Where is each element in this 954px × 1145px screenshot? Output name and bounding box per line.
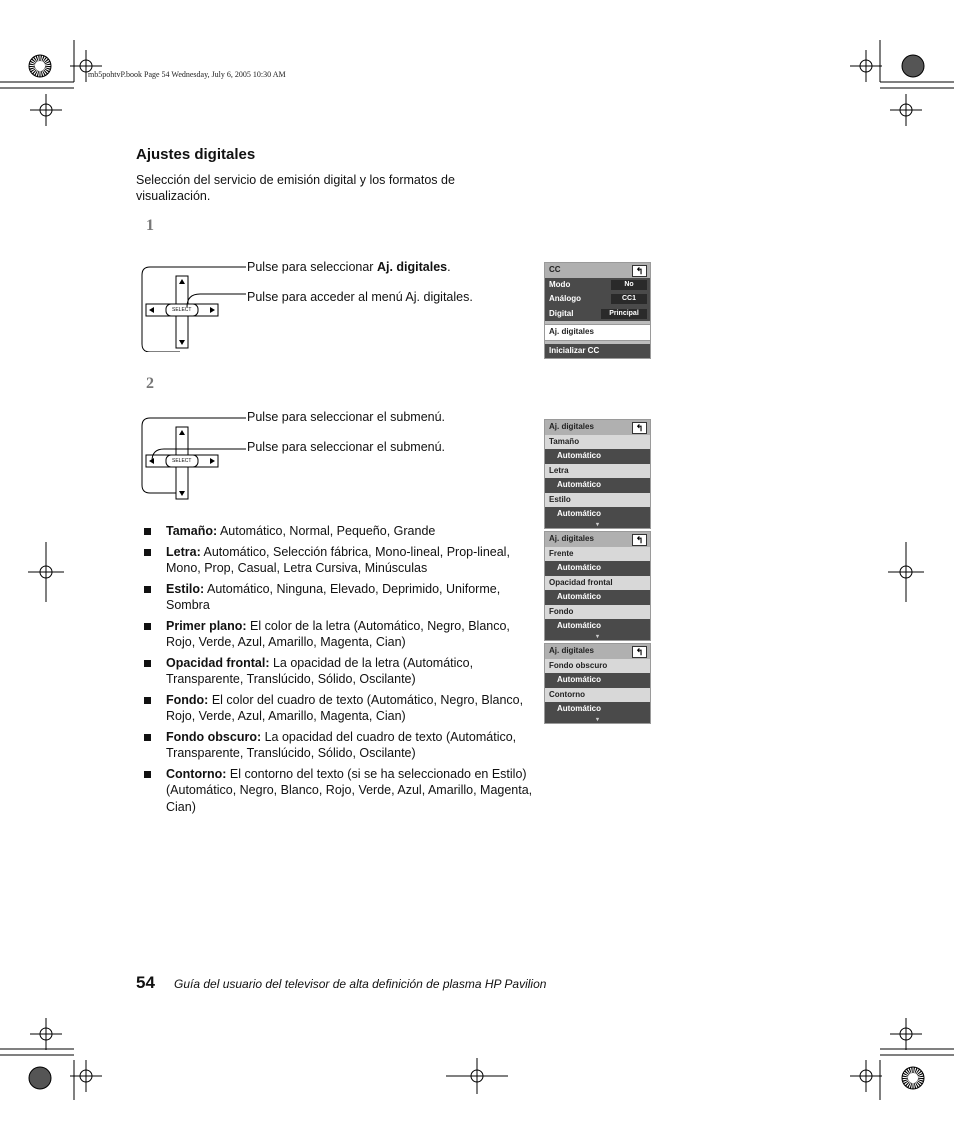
square-bullet-icon bbox=[144, 549, 151, 556]
cc-menu-row-digital[interactable]: Digital Principal bbox=[545, 307, 650, 322]
step-2-callout-a: Pulse para seleccionar el submenú. bbox=[247, 410, 446, 424]
menu-header: Aj. digitales ↰ bbox=[545, 532, 650, 547]
step-2-callout-b: Pulse para seleccionar el submenú. bbox=[247, 440, 446, 454]
section-intro: Selección del servicio de emisión digital y los formatos de visualización. bbox=[136, 173, 455, 203]
back-arrow-icon[interactable]: ↰ bbox=[632, 534, 647, 546]
scroll-down-icon[interactable]: ▾ bbox=[545, 634, 650, 640]
square-bullet-icon bbox=[144, 697, 151, 704]
menu-value[interactable]: Automático bbox=[545, 561, 650, 576]
menu-value[interactable]: Automático bbox=[545, 507, 650, 522]
menu-item-tamano[interactable]: Tamaño bbox=[545, 435, 650, 450]
list-item: Primer plano: El color de la letra (Automático, Negro, Blanco, Rojo, Verde, Azul, Amarillo, Magenta, Cian) bbox=[144, 618, 534, 651]
cc-menu-header: CC ↰ bbox=[545, 263, 650, 278]
cc-menu-row-modo[interactable]: Modo No bbox=[545, 278, 650, 293]
list-item: Letra: Automático, Selección fábrica, Mono-lineal, Prop-lineal, Mono, Prop, Casual, Letra Cursiva, Minúsculas bbox=[144, 544, 534, 577]
scroll-down-icon[interactable]: ▾ bbox=[545, 522, 650, 528]
menu-value[interactable]: Automático bbox=[545, 702, 650, 717]
menu-item-fondo-obscuro[interactable]: Fondo obscuro bbox=[545, 659, 650, 674]
menu-item-estilo[interactable]: Estilo bbox=[545, 493, 650, 508]
list-item: Estilo: Automático, Ninguna, Elevado, Deprimido, Uniforme, Sombra bbox=[144, 581, 534, 614]
menu-item-fondo[interactable]: Fondo bbox=[545, 605, 650, 620]
menu-item-contorno[interactable]: Contorno bbox=[545, 688, 650, 703]
square-bullet-icon bbox=[144, 771, 151, 778]
square-bullet-icon bbox=[144, 734, 151, 741]
book-header-line: mb5pohtvP.book Page 54 Wednesday, July 6, 2005 10:30 AM bbox=[88, 70, 286, 79]
list-item: Contorno: El contorno del texto (si se ha seleccionado en Estilo) (Automático, Negro, Blanco, Rojo, Verde, Azul, Amarillo, Magenta, Cian) bbox=[144, 766, 534, 816]
options-list bbox=[144, 523, 534, 819]
list-item: Opacidad frontal: La opacidad de la letra (Automático, Transparente, Translúcido, Sólido, Oscilante) bbox=[144, 655, 534, 688]
menu-item-opacidad-frontal[interactable]: Opacidad frontal bbox=[545, 576, 650, 591]
aj-digitales-menu-3 bbox=[544, 643, 651, 724]
back-arrow-icon[interactable]: ↰ bbox=[632, 646, 647, 658]
list-item: Tamaño: Automático, Normal, Pequeño, Grande bbox=[144, 523, 534, 540]
square-bullet-icon bbox=[144, 586, 151, 593]
step-1-callout-enter: Pulse para acceder al menú Aj. digitales. bbox=[247, 290, 473, 304]
step-1-number: 1 bbox=[146, 217, 154, 234]
select-button-label: SELECT bbox=[172, 307, 192, 313]
square-bullet-icon bbox=[144, 660, 151, 667]
remote-dpad-step-1 bbox=[140, 262, 250, 342]
cc-menu-item-inicializar[interactable]: Inicializar CC bbox=[545, 344, 650, 359]
cc-menu-item-aj-digitales[interactable]: Aj. digitales bbox=[545, 324, 650, 341]
footer-title: Guía del usuario del televisor de alta definición de plasma HP Pavilion bbox=[174, 977, 547, 991]
menu-item-letra[interactable]: Letra bbox=[545, 464, 650, 479]
section-title: Ajustes digitales bbox=[136, 146, 256, 163]
back-arrow-icon[interactable]: ↰ bbox=[632, 265, 647, 277]
aj-digitales-menu-1 bbox=[544, 419, 651, 529]
scroll-down-icon[interactable]: ▾ bbox=[545, 717, 650, 723]
step-1-callout-select: Pulse para seleccionar Aj. digitales. bbox=[247, 260, 451, 274]
menu-value[interactable]: Automático bbox=[545, 478, 650, 493]
remote-dpad-step-2 bbox=[140, 413, 250, 493]
list-item: Fondo: El color del cuadro de texto (Automático, Negro, Blanco, Rojo, Verde, Azul, Amarillo, Magenta, Cian) bbox=[144, 692, 534, 725]
aj-digitales-menu-2 bbox=[544, 531, 651, 641]
menu-value[interactable]: Automático bbox=[545, 449, 650, 464]
step-2-number: 2 bbox=[146, 375, 154, 392]
square-bullet-icon bbox=[144, 528, 151, 535]
square-bullet-icon bbox=[144, 623, 151, 630]
menu-value[interactable]: Automático bbox=[545, 619, 650, 634]
cc-menu-row-analogo[interactable]: Análogo CC1 bbox=[545, 292, 650, 307]
menu-value[interactable]: Automático bbox=[545, 590, 650, 605]
menu-header: Aj. digitales ↰ bbox=[545, 644, 650, 659]
menu-value[interactable]: Automático bbox=[545, 673, 650, 688]
page-number: 54 bbox=[136, 973, 155, 992]
menu-header: Aj. digitales ↰ bbox=[545, 420, 650, 435]
cc-menu bbox=[544, 262, 651, 359]
menu-item-frente[interactable]: Frente bbox=[545, 547, 650, 562]
list-item: Fondo obscuro: La opacidad del cuadro de texto (Automático, Transparente, Translúcido, Sólido, Oscilante) bbox=[144, 729, 534, 762]
back-arrow-icon[interactable]: ↰ bbox=[632, 422, 647, 434]
select-button-label: SELECT bbox=[172, 458, 192, 464]
